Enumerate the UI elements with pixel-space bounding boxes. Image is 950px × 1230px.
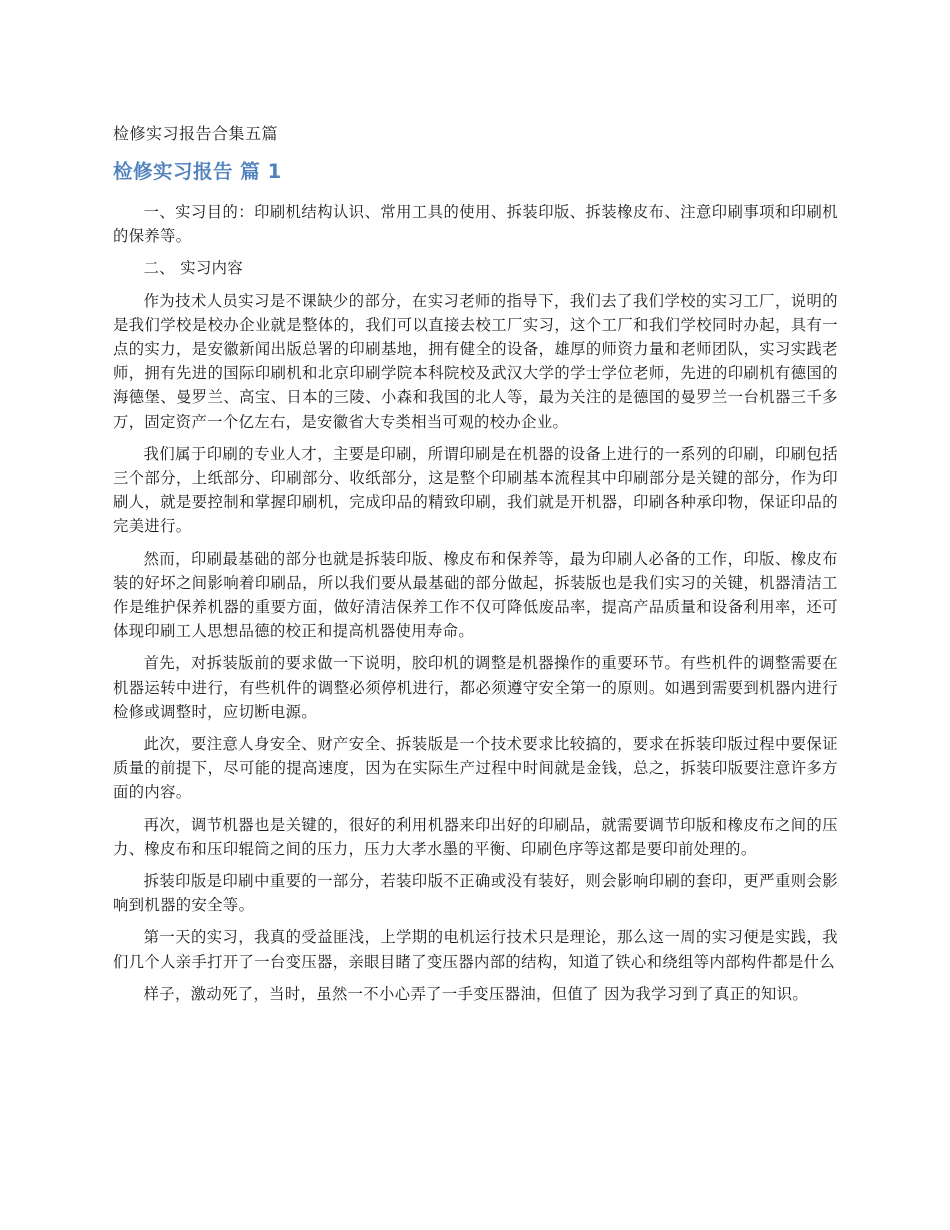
paragraph: 然而，印刷最基础的部分也就是拆装印版、橡皮布和保养等，最为印刷人必备的工作，印版、橡皮布装的好坏之间影响着印刷品，所以我们要从最基础的部分做起，拆装版也是我们实习的关键，机器清洁工作是维护保养机器的重要方面，做好清洁保养工作不仅可降低废品率，提高产品质量和设备利用率，还可体现印刷工人思想品德的校正和提高机器使用寿命。 — [113, 549, 838, 641]
paragraph-content-heading: 二、 实习内容 — [143, 259, 244, 278]
paragraph: 第一天的实习，我真的受益匪浅，上学期的电机运行技术只是理论，那么这一周的实习便是实践，我们几个人亲手打开了一台变压器，亲眼目睹了变压器内部的结构，知道了铁心和绕组等内部构件都是什么 — [113, 928, 838, 971]
paragraph: 再次，调节机器也是关键的，很好的利用机器来印出好的印刷品，就需要调节印版和橡皮布之间的压力、橡皮布和压印辊筒之间的压力，压力大孝水墨的平衡、印刷色序等这都是要印前处理的。 — [113, 815, 838, 858]
paragraph: 我们属于印刷的专业人才，主要是印刷，所谓印刷是在机器的设备上进行的一系列的印刷，印刷包括三个部分，上纸部分、印刷部分、收纸部分，这是整个印刷基本流程其中印刷部分是关键的部分，作为印刷人，就是要控制和掌握印刷机，完成印品的精致印刷，我们就是开机器，印刷各种承印物，保证印品的完美进行。 — [113, 444, 838, 536]
paragraph-purpose: 一、实习目的：印刷机结构认识、常用工具的使用、拆装印版、拆装橡皮布、注意印刷事项和印刷机的保养等。 — [113, 203, 838, 246]
document-page — [113, 122, 838, 1014]
paragraph: 作为技术人员实习是不课缺少的部分，在实习老师的指导下，我们去了我们学校的实习工厂，说明的是我们学校是校办企业就是整体的，我们可以直接去校工厂实习，这个工厂和我们学校同时办起，具有一点的实力，是安徽新闻出版总署的印刷基地，拥有健全的设备，雄厚的师资力量和老师团队，实习实践老师，拥有先进的国际印刷机和北京印刷学院本科院校及武汉大学的学士学位老师，先进的印刷机有德国的海德堡、曼罗兰、高宝、日本的三陵、小森和我国的北人等，最为关注的是德国的曼罗兰一台机器三千多万，固定资产一个亿左右，是安徽省大专类相当可观的校办企业。 — [113, 291, 838, 431]
paragraph: 此次，要注意人身安全、财产安全、拆装版是一个技术要求比较搞的，要求在拆装印版过程中要保证质量的前提下，尽可能的提高速度，因为在实际生产过程中时间就是金钱，总之，拆装印版要注意许多方面的内容。 — [113, 735, 838, 802]
section-heading: 检修实习报告 篇 1 — [113, 160, 282, 183]
paragraph: 首先，对拆装版前的要求做一下说明，胶印机的调整是机器操作的重要环节。有些机件的调整需要在机器运转中进行，有些机件的调整必须停机进行，都必须遵守安全第一的原则。如遇到需要到机器内进行检修或调整时，应切断电源。 — [113, 654, 838, 721]
paragraph: 拆装印版是印刷中重要的一部分，若装印版不正确或没有装好，则会影响印刷的套印，更严重则会影响到机器的安全等。 — [113, 872, 838, 915]
paragraph: 样子，激动死了，当时，虽然一不小心弄了一手变压器油，但值了 因为我学习到了真正的知识。 — [143, 984, 809, 1003]
document-title: 检修实习报告合集五篇 — [113, 124, 279, 143]
